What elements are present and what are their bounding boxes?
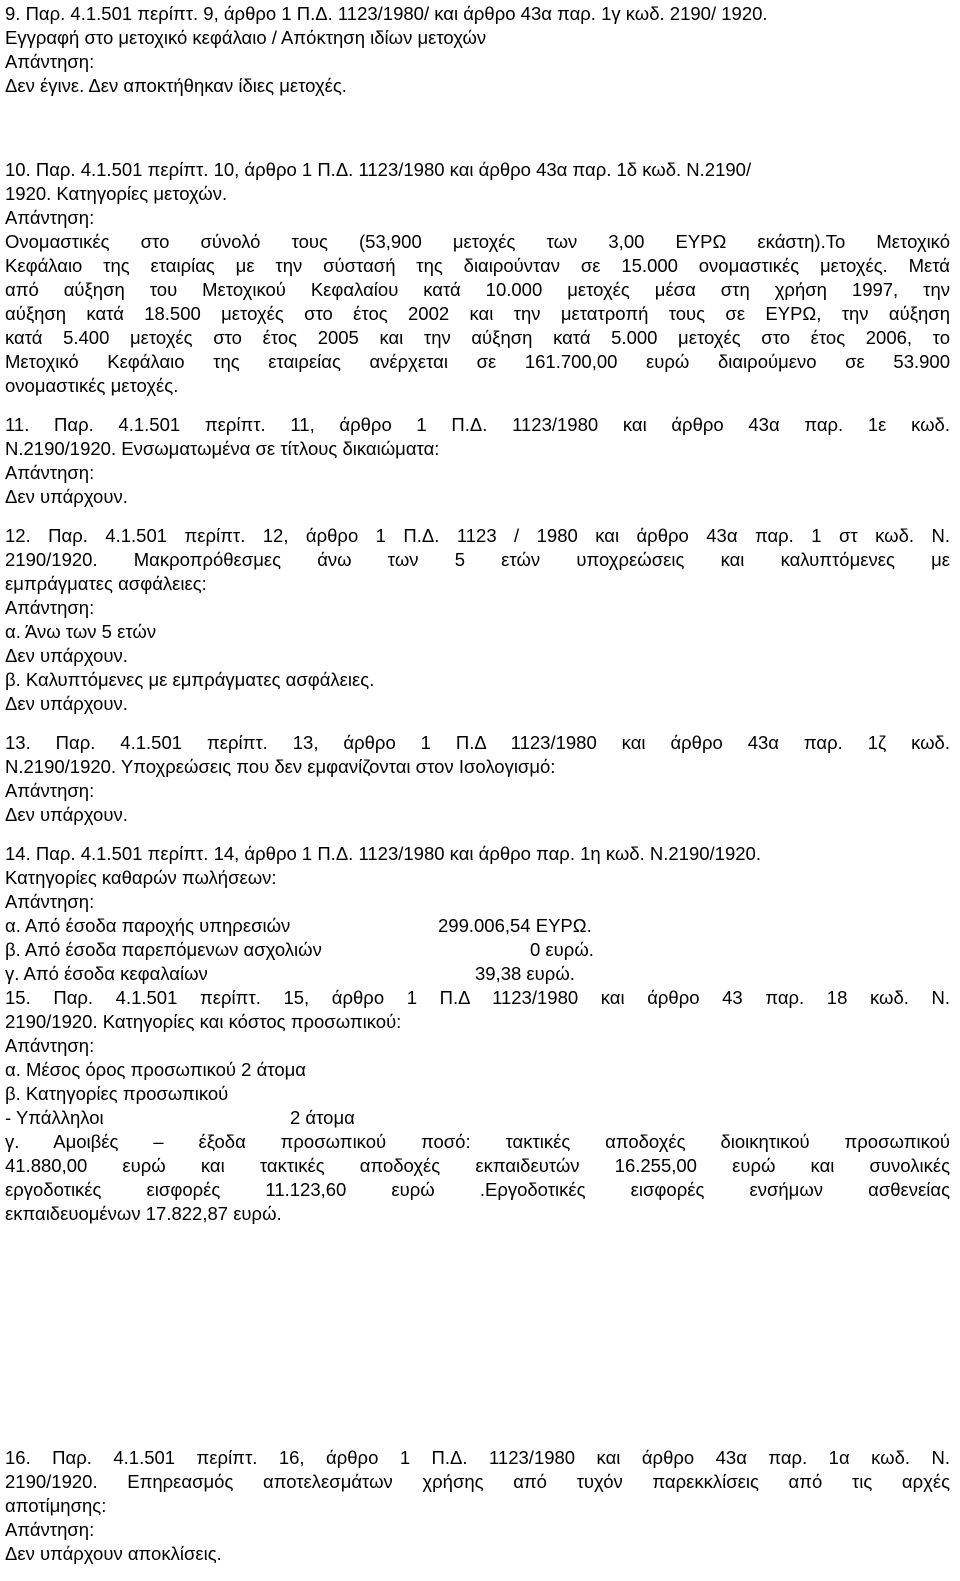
section-11-subheading: Ν.2190/1920. Ενσωματωμένα σε τίτλους δικαιώματα: bbox=[5, 438, 440, 459]
section-14-subheading: Κατηγορίες καθαρών πωλήσεων: bbox=[5, 867, 277, 888]
section-12-subheading: εμπράγματες ασφάλειες: bbox=[5, 573, 207, 594]
sales-row-label: γ. Από έσοδα κεφαλαίων bbox=[5, 963, 208, 984]
section-12-answer-b: Δεν υπάρχουν. bbox=[5, 693, 128, 714]
section-12-item-b: β. Καλυπτόμενες με εμπράγματες ασφάλειες. bbox=[5, 669, 375, 690]
sales-row-value: 299.006,54 ΕΥΡΩ. bbox=[438, 915, 592, 936]
section-13-heading: 13. Παρ. 4.1.501 περίπτ. 13, άρθρο 1 Π.Δ 1123/1980 και άρθρο 43α παρ. 1ζ κωδ. bbox=[5, 732, 950, 753]
section-10-heading: 10. Παρ. 4.1.501 περίπτ. 10, άρθρο 1 Π.Δ. 1123/1980 και άρθρο 43α παρ. 1δ κωδ. Ν.2190/ bbox=[5, 159, 752, 180]
section-15-body-line: γ. Αμοιβές – έξοδα προσωπικού ποσό: τακτικές αποδοχές διοικητικού προσωπικού bbox=[5, 1131, 950, 1152]
section-13-answer: Δεν υπάρχουν. bbox=[5, 804, 128, 825]
section-12-answer-a: Δεν υπάρχουν. bbox=[5, 645, 128, 666]
staff-row bbox=[5, 1106, 950, 1130]
sales-row bbox=[5, 914, 950, 938]
section-16-subheading: αποτίμησης: bbox=[5, 1495, 107, 1516]
answer-label: Απάντηση: bbox=[5, 1035, 95, 1056]
section-10-body-line: Ονομαστικές στο σύνολό τους (53,900 μετοχές των 3,00 ΕΥΡΩ εκάστη).Το Μετοχικό bbox=[5, 231, 950, 252]
answer-label: Απάντηση: bbox=[5, 780, 95, 801]
section-10-body-line: Κεφάλαιο της εταιρίας με την σύστασή της διαιρούνταν σε 15.000 ονομαστικές μετοχές. Μετά bbox=[5, 255, 950, 276]
section-15-heading: 15. Παρ. 4.1.501 περίπτ. 15, άρθρο 1 Π.Δ 1123/1980 και άρθρο 43 παρ. 18 κωδ. Ν. bbox=[5, 987, 950, 1008]
section-10-body-line: κατά 5.400 μετοχές στο έτος 2005 και την αύξηση κατά 5.000 μετοχές στο έτος 2006, το bbox=[5, 327, 950, 348]
section-10-body-line: από αύξηση του Μετοχικού Κεφαλαίου κατά 10.000 μετοχές μέσα στη χρήση 1997, την bbox=[5, 279, 950, 300]
section-15-item-a: α. Μέσος όρος προσωπικού 2 άτομα bbox=[5, 1059, 306, 1080]
section-10-body-line: ονομαστικές μετοχές. bbox=[5, 375, 179, 396]
section-16-answer: Δεν υπάρχουν αποκλίσεις. bbox=[5, 1543, 222, 1564]
answer-label: Απάντηση: bbox=[5, 891, 95, 912]
answer-label: Απάντηση: bbox=[5, 1519, 95, 1540]
section-12-subheading: 2190/1920. Μακροπρόθεσμες άνω των 5 ετών υποχρεώσεις και καλυπτόμενες με bbox=[5, 549, 950, 570]
sales-row-label: α. Από έσοδα παροχής υπηρεσιών bbox=[5, 915, 291, 936]
section-13-subheading: Ν.2190/1920. Υποχρεώσεις που δεν εμφανίζονται στον Ισολογισμό: bbox=[5, 756, 556, 777]
staff-label: - Υπάλληλοι bbox=[5, 1107, 104, 1128]
section-12-item-a: α. Άνω των 5 ετών bbox=[5, 621, 157, 642]
sales-row bbox=[5, 962, 950, 986]
section-14-heading: 14. Παρ. 4.1.501 περίπτ. 14, άρθρο 1 Π.Δ. 1123/1980 και άρθρο παρ. 1η κωδ. Ν.2190/1920. bbox=[5, 843, 761, 864]
sales-row-label: β. Από έσοδα παρεπόμενων ασχολιών bbox=[5, 939, 322, 960]
section-15-item-b: β. Κατηγορίες προσωπικού bbox=[5, 1083, 229, 1104]
section-12-heading: 12. Παρ. 4.1.501 περίπτ. 12, άρθρο 1 Π.Δ. 1123 / 1980 και άρθρο 43α παρ. 1 στ κωδ. Ν. bbox=[5, 525, 950, 546]
section-16-subheading: 2190/1920. Επηρεασμός αποτελεσμάτων χρήσης από τυχόν παρεκκλίσεις από τις αρχές bbox=[5, 1471, 950, 1492]
section-11-heading: 11. Παρ. 4.1.501 περίπτ. 11, άρθρο 1 Π.Δ. 1123/1980 και άρθρο 43α παρ. 1ε κωδ. bbox=[5, 414, 950, 435]
answer-label: Απάντηση: bbox=[5, 462, 95, 483]
section-15-subheading: 2190/1920. Κατηγορίες και κόστος προσωπικού: bbox=[5, 1011, 402, 1032]
answer-label: Απάντηση: bbox=[5, 597, 95, 618]
section-10-body-line: Μετοχικό Κεφάλαιο της εταιρείας ανέρχεται σε 161.700,00 ευρώ διαιρούμενο σε 53.900 bbox=[5, 351, 950, 372]
section-11-answer: Δεν υπάρχουν. bbox=[5, 486, 128, 507]
section-9-heading: 9. Παρ. 4.1.501 περίπτ. 9, άρθρο 1 Π.Δ. 1123/1980/ και άρθρο 43α παρ. 1γ κωδ. 2190/ 1920. bbox=[5, 3, 768, 24]
section-9-subheading: Εγγραφή στο μετοχικό κεφάλαιο / Απόκτηση ιδίων μετοχών bbox=[5, 27, 487, 48]
section-10-body-line: αύξηση κατά 18.500 μετοχές στο έτος 2002 και την μετατροπή τους σε ΕΥΡΩ, την αύξηση bbox=[5, 303, 950, 324]
section-15-body-line: εκπαιδευομένων 17.822,87 ευρώ. bbox=[5, 1203, 282, 1224]
sales-row-value: 39,38 ευρώ. bbox=[475, 963, 575, 984]
answer-label: Απάντηση: bbox=[5, 207, 95, 228]
section-15-body-line: εργοδοτικές εισφορές 11.123,60 ευρώ .Εργοδοτικές εισφορές ενσήμων ασθενείας bbox=[5, 1179, 950, 1200]
sales-row-value: 0 ευρώ. bbox=[530, 939, 594, 960]
staff-value: 2 άτομα bbox=[290, 1107, 355, 1128]
section-9-answer: Δεν έγινε. Δεν αποκτήθηκαν ίδιες μετοχές. bbox=[5, 75, 347, 96]
answer-label: Απάντηση: bbox=[5, 51, 95, 72]
section-15-body-line: 41.880,00 ευρώ και τακτικές αποδοχές εκπαιδευτών 16.255,00 ευρώ και συνολικές bbox=[5, 1155, 950, 1176]
sales-row bbox=[5, 938, 950, 962]
section-10-subheading: 1920. Κατηγορίες μετοχών. bbox=[5, 183, 228, 204]
section-16-heading: 16. Παρ. 4.1.501 περίπτ. 16, άρθρο 1 Π.Δ. 1123/1980 και άρθρο 43α παρ. 1α κωδ. Ν. bbox=[5, 1447, 950, 1468]
